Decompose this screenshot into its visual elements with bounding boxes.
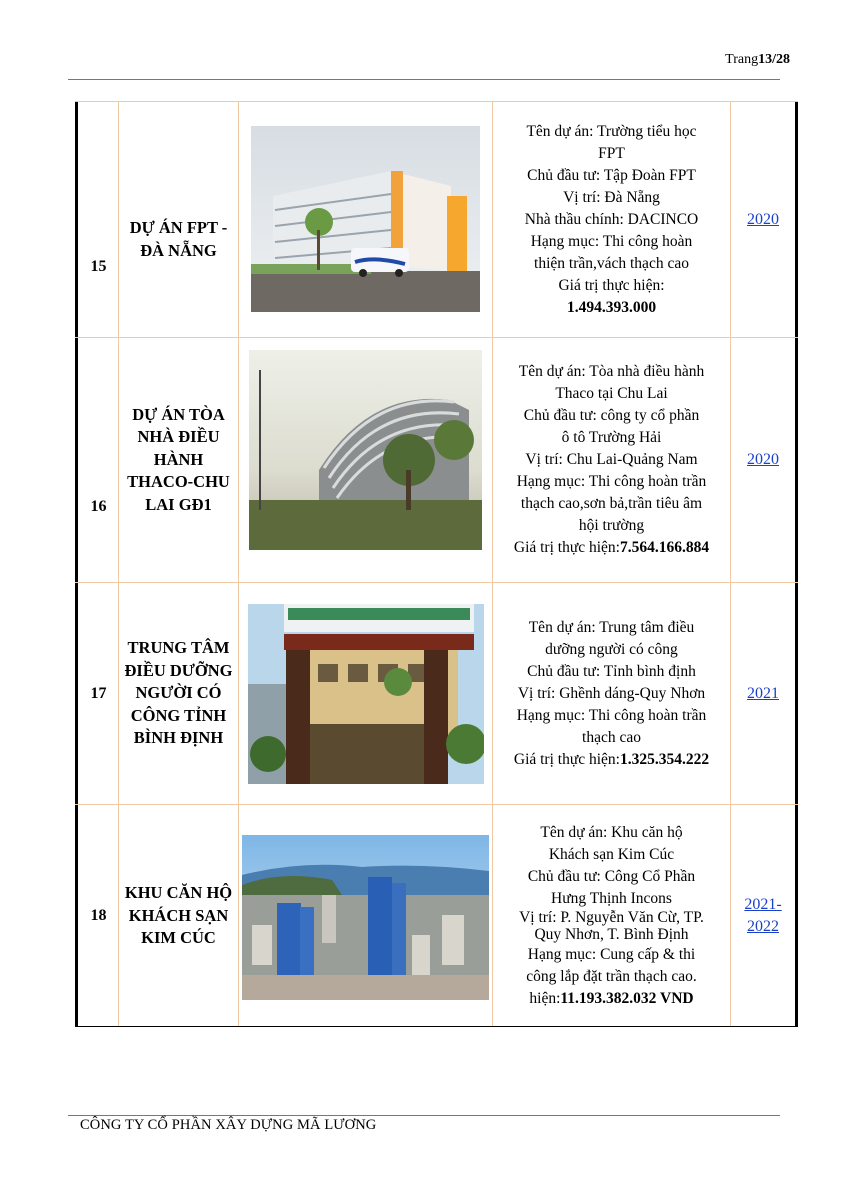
year-cell [731, 338, 795, 582]
detail-line: Vị trí: Chu Lai-Quảng Nam [525, 451, 698, 468]
row-number-cell [78, 102, 119, 337]
detail-line: Hạng mục: Cung cấp & thi [527, 946, 696, 963]
project-image-cell [239, 102, 493, 337]
year-cell [731, 102, 795, 337]
project-name: DỰ ÁN TÒA NHÀ ĐIỀU HÀNH THACO-CHU LAI GĐ1 [127, 404, 230, 514]
project-details [495, 338, 728, 582]
table-row-18 [75, 804, 798, 1027]
project-name-cell [119, 102, 239, 337]
value-label: Giá trị thực hiện: [513, 539, 620, 556]
detail-line: FPT [598, 144, 625, 162]
detail-line: Chủ đầu tư: Tỉnh bình định [527, 662, 696, 680]
project-details [495, 102, 728, 337]
project-year-link[interactable]: 2021-2022 [744, 896, 782, 935]
row-number-cell [78, 338, 119, 582]
detail-value-line [495, 297, 728, 319]
detail-line: Chủ đầu tư: Tập Đoàn FPT [527, 166, 696, 184]
detail-line: Vị trí: Ghềnh dáng-Quy Nhơn [517, 684, 706, 702]
detail-line: Thaco tại Chu Lai [555, 385, 668, 402]
detail-line: Tên dự án: Trường tiểu học [526, 122, 697, 140]
project-value: 1.494.393.000 [566, 298, 657, 316]
detail-line: thạch cao [582, 728, 641, 746]
project-detail-cell [493, 102, 731, 337]
project-name: KHU CĂN HỘ KHÁCH SẠN KIM CÚC [124, 883, 233, 948]
detail-line: Hạng mục: Thi công hoàn [530, 232, 693, 250]
detail-line: Chủ đầu tư: công ty cổ phần [523, 407, 700, 424]
row-number: 15 [90, 258, 107, 275]
detail-line: Tên dự án: Khu căn hộ [540, 824, 683, 841]
care-center-photo [248, 604, 484, 784]
project-name-cell [119, 805, 239, 1027]
project-year-link[interactable]: 2020 [747, 210, 779, 228]
project-name-cell [119, 338, 239, 582]
page-count: 13/28 [758, 52, 790, 67]
year-cell [731, 583, 795, 804]
detail-line: Hưng Thịnh Incons [551, 890, 672, 907]
project-detail-cell [493, 583, 731, 804]
project-name: DỰ ÁN FPT - ĐÀ NẴNG [129, 218, 228, 260]
detail-line: công lắp đặt trần thạch cao. [526, 968, 697, 985]
table-row-17 [75, 582, 798, 804]
footer-rule [68, 1115, 780, 1116]
table-row-16 [75, 337, 798, 582]
detail-line: Tên dự án: Tòa nhà điều hành [518, 363, 705, 380]
detail-line: Giá trị thực hiện: [558, 276, 665, 294]
detail-line: ô tô Trường Hải [561, 429, 662, 446]
year-cell [731, 805, 795, 1027]
project-name: TRUNG TÂM ĐIỀU DƯỠNG NGƯỜI CÓ CÔNG TỈNH BÌNH ĐỊNH [124, 638, 233, 748]
row-number: 16 [90, 498, 107, 515]
detail-line: Hạng mục: Thi công hoàn trần [516, 706, 707, 724]
detail-line: Chủ đầu tư: Công Cổ Phần [527, 868, 696, 885]
page-number [725, 52, 790, 68]
project-detail-cell [493, 805, 731, 1027]
detail-line: thiện trần,vách thạch cao [534, 254, 689, 272]
row-number-cell [78, 583, 119, 804]
detail-line: Nhà thầu chính: DACINCO [524, 210, 699, 228]
project-value: 1.325.354.222 [619, 750, 710, 768]
detail-line: Tên dự án: Trung tâm điều [528, 618, 695, 636]
project-details [495, 805, 728, 1027]
project-detail-cell [493, 338, 731, 582]
project-value: 7.564.166.884 [619, 539, 710, 556]
project-name-cell [119, 583, 239, 804]
detail-line: Hạng mục: Thi công hoàn trần [516, 473, 707, 490]
table-border-bottom [75, 1026, 798, 1027]
project-details [495, 583, 728, 804]
project-image-cell [239, 338, 493, 582]
detail-line: thạch cao,sơn bả,trần tiêu âm [520, 495, 703, 512]
value-label: hiện: [529, 990, 561, 1007]
project-year-link[interactable]: 2020 [747, 451, 779, 468]
header-rule [68, 79, 780, 80]
thaco-building-photo [249, 350, 482, 550]
detail-line: Vị trí: P. Nguyễn Văn Cừ, TP. [519, 909, 704, 926]
project-year-link[interactable]: 2021 [747, 684, 779, 702]
detail-line: dưỡng người có công [545, 640, 678, 658]
project-value: 11.193.382.032 VND [560, 990, 694, 1007]
footer-company: CÔNG TY CỔ PHẦN XÂY DỰNG MÃ LƯƠNG [80, 1117, 377, 1133]
detail-line: hội trường [578, 517, 645, 534]
detail-line: Khách sạn Kim Cúc [548, 846, 675, 863]
project-image-cell [239, 583, 493, 804]
page-prefix: Trang [725, 52, 759, 67]
detail-line: Vị trí: Đà Nẵng [563, 188, 660, 206]
detail-value-line [495, 537, 728, 559]
project-table [75, 101, 798, 1027]
fpt-school-photo [251, 126, 480, 312]
detail-value-line [495, 988, 728, 1010]
detail-value-line [495, 749, 728, 771]
value-label: Giá trị thực hiện: [513, 750, 620, 768]
row-number: 17 [90, 685, 107, 702]
row-number-cell [78, 805, 119, 1027]
table-row-15 [75, 101, 798, 337]
row-number: 18 [90, 907, 107, 924]
project-image-cell [239, 805, 493, 1027]
kim-cuc-photo [242, 835, 489, 1000]
detail-line: Quy Nhơn, T. Bình Định [534, 926, 689, 943]
